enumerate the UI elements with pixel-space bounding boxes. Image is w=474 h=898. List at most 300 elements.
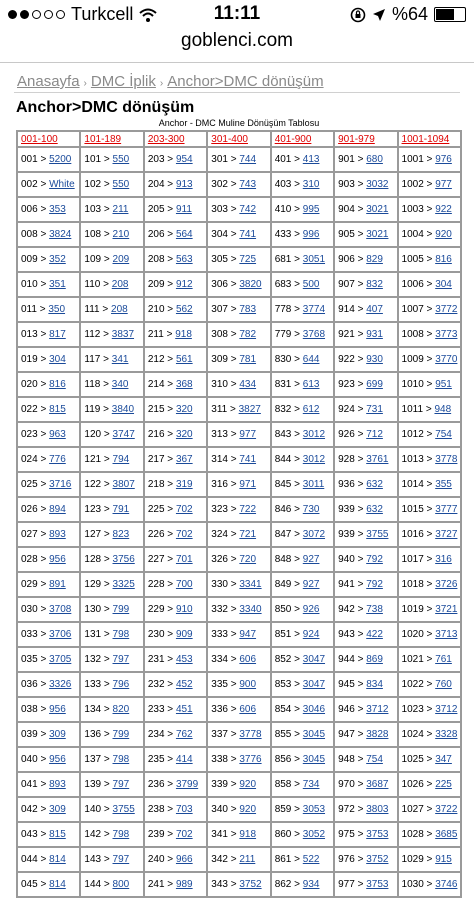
dmc-code-link[interactable]: 3712 bbox=[366, 704, 389, 715]
dmc-code-link[interactable]: 3755 bbox=[366, 529, 389, 540]
dmc-code-link[interactable]: 971 bbox=[239, 479, 257, 490]
dmc-code-link[interactable]: 407 bbox=[366, 304, 383, 315]
dmc-code-link[interactable]: 3046 bbox=[302, 704, 326, 715]
dmc-code-link[interactable]: 776 bbox=[49, 454, 66, 465]
dmc-code-link[interactable]: 720 bbox=[239, 554, 257, 565]
dmc-code-link[interactable]: 3803 bbox=[366, 804, 389, 815]
dmc-code-link[interactable]: 644 bbox=[302, 354, 320, 365]
dmc-code-link[interactable]: 564 bbox=[175, 229, 193, 240]
dmc-code-link[interactable]: 894 bbox=[49, 504, 66, 515]
dmc-code-link[interactable]: 3051 bbox=[302, 254, 326, 265]
table-cell: 942 > 738 bbox=[334, 597, 397, 622]
range-header-link[interactable]: 401-900 bbox=[271, 131, 334, 147]
dmc-code-link[interactable]: 3778 bbox=[239, 729, 262, 740]
dmc-code-link[interactable]: 995 bbox=[302, 204, 320, 215]
dmc-code-link[interactable]: 956 bbox=[49, 704, 66, 715]
dmc-code-link[interactable]: 3721 bbox=[435, 604, 458, 615]
table-cell: 1024 > 3328 bbox=[398, 722, 461, 747]
anchor-code: 862 bbox=[274, 879, 292, 890]
dmc-code-link[interactable]: 3012 bbox=[302, 454, 326, 465]
dmc-code-link[interactable]: 563 bbox=[175, 254, 193, 265]
dmc-code-link[interactable]: 910 bbox=[175, 604, 193, 615]
dmc-code-link[interactable]: 3777 bbox=[435, 504, 458, 515]
dmc-code-link[interactable]: 3045 bbox=[302, 754, 326, 765]
dmc-code-link[interactable]: 434 bbox=[239, 379, 257, 390]
anchor-code: 228 bbox=[147, 579, 165, 590]
dmc-code-link[interactable]: 920 bbox=[239, 804, 257, 815]
location-arrow-icon bbox=[372, 8, 386, 22]
dmc-code-link[interactable]: 3799 bbox=[175, 779, 199, 790]
anchor-code: 019 bbox=[21, 354, 38, 365]
dmc-code-link[interactable]: 3722 bbox=[435, 804, 458, 815]
dmc-code-link[interactable]: 3685 bbox=[435, 829, 458, 840]
anchor-code: 022 bbox=[21, 404, 38, 415]
dmc-code-link[interactable]: 744 bbox=[239, 154, 257, 165]
dmc-code-link[interactable]: 797 bbox=[112, 654, 130, 665]
dmc-code-link[interactable]: 355 bbox=[435, 479, 452, 490]
dmc-code-link[interactable]: 310 bbox=[302, 179, 320, 190]
chevron-right-icon: › bbox=[83, 78, 87, 89]
dmc-code-link[interactable]: 976 bbox=[435, 154, 452, 165]
dmc-code-link[interactable]: 829 bbox=[366, 254, 383, 265]
dmc-code-link[interactable]: 760 bbox=[435, 679, 452, 690]
dmc-code-link[interactable]: 800 bbox=[112, 879, 130, 890]
dmc-code-link[interactable]: 352 bbox=[49, 254, 66, 265]
table-cell: 137 > 798 bbox=[80, 747, 143, 772]
dmc-code-link[interactable]: 783 bbox=[239, 304, 257, 315]
anchor-code: 040 bbox=[21, 754, 38, 765]
dmc-code-link[interactable]: 797 bbox=[112, 854, 130, 865]
dmc-code-link[interactable]: 3752 bbox=[366, 854, 389, 865]
table-cell: 118 > 340 bbox=[80, 372, 143, 397]
dmc-code-link[interactable]: 734 bbox=[302, 779, 320, 790]
dmc-code-link[interactable]: 550 bbox=[112, 179, 130, 190]
table-cell: 130 > 799 bbox=[80, 597, 143, 622]
dmc-code-link[interactable]: 3827 bbox=[238, 404, 261, 415]
dmc-code-link[interactable]: 741 bbox=[239, 229, 257, 240]
dmc-code-link[interactable]: 891 bbox=[49, 579, 66, 590]
table-cell: 204 > 913 bbox=[144, 172, 207, 197]
table-cell: 310 > 434 bbox=[207, 372, 270, 397]
anchor-code: 1028 bbox=[401, 829, 424, 840]
dmc-code-link[interactable]: 3772 bbox=[435, 304, 458, 315]
dmc-code-link[interactable]: 918 bbox=[175, 329, 192, 340]
dmc-code-link[interactable]: 309 bbox=[49, 804, 66, 815]
dmc-code-link[interactable]: 3047 bbox=[302, 654, 326, 665]
dmc-code-link[interactable]: 721 bbox=[239, 529, 257, 540]
table-cell: 859 > 3053 bbox=[271, 797, 334, 822]
dmc-code-link[interactable]: 316 bbox=[435, 554, 452, 565]
anchor-code: 337 bbox=[211, 729, 228, 740]
dmc-code-link[interactable]: 3746 bbox=[435, 879, 458, 890]
dmc-code-link[interactable]: 918 bbox=[239, 829, 257, 840]
dmc-code-link[interactable]: 452 bbox=[175, 679, 193, 690]
dmc-code-link[interactable]: 926 bbox=[302, 604, 320, 615]
table-cell: 026 > 894 bbox=[17, 497, 80, 522]
table-body bbox=[17, 147, 461, 897]
dmc-code-link[interactable]: 893 bbox=[49, 779, 66, 790]
dmc-code-link[interactable]: 3687 bbox=[366, 779, 389, 790]
table-row bbox=[17, 572, 461, 597]
anchor-code: 117 bbox=[84, 354, 101, 365]
dmc-code-link[interactable]: 816 bbox=[49, 379, 66, 390]
dmc-code-link[interactable]: 208 bbox=[111, 279, 129, 290]
dmc-code-link[interactable]: 3047 bbox=[302, 679, 326, 690]
dmc-code-link[interactable]: 741 bbox=[239, 454, 257, 465]
dmc-code-link[interactable]: 738 bbox=[366, 604, 383, 615]
dmc-code-link[interactable]: 798 bbox=[112, 629, 130, 640]
dmc-code-link[interactable]: 613 bbox=[302, 379, 320, 390]
dmc-code-link[interactable]: 912 bbox=[175, 279, 193, 290]
dmc-code-link[interactable]: 680 bbox=[366, 154, 383, 165]
dmc-code-link[interactable]: 820 bbox=[112, 704, 130, 715]
table-cell: 011 > 350 bbox=[17, 297, 80, 322]
dmc-code-link[interactable]: 3755 bbox=[112, 804, 135, 815]
dmc-code-link[interactable]: 5200 bbox=[49, 154, 72, 165]
dmc-code-link[interactable]: 989 bbox=[175, 879, 193, 890]
dmc-code-link[interactable]: 966 bbox=[175, 854, 193, 865]
anchor-code: 970 bbox=[338, 779, 355, 790]
dmc-code-link[interactable]: 924 bbox=[302, 629, 320, 640]
dmc-code-link[interactable]: 791 bbox=[112, 504, 130, 515]
dmc-code-link[interactable]: 3778 bbox=[435, 454, 458, 465]
dmc-code-link[interactable]: 340 bbox=[111, 379, 129, 390]
dmc-code-link[interactable]: 799 bbox=[112, 604, 130, 615]
dmc-code-link[interactable]: 816 bbox=[435, 254, 452, 265]
anchor-code: 947 bbox=[338, 729, 355, 740]
dmc-code-link[interactable]: 3053 bbox=[302, 804, 326, 815]
anchor-code: 303 bbox=[211, 204, 228, 215]
dmc-code-link[interactable]: 3045 bbox=[302, 729, 326, 740]
table-row bbox=[17, 147, 461, 172]
dmc-code-link[interactable]: 3021 bbox=[366, 229, 389, 240]
dmc-code-link[interactable]: 797 bbox=[112, 779, 130, 790]
dmc-code-link[interactable]: 754 bbox=[366, 754, 383, 765]
dmc-code-link[interactable]: 731 bbox=[366, 404, 383, 415]
dmc-code-link[interactable]: 304 bbox=[435, 279, 452, 290]
dmc-code-link[interactable]: 3774 bbox=[302, 304, 326, 315]
dmc-code-link[interactable]: 350 bbox=[48, 304, 66, 315]
dmc-code-link[interactable]: 792 bbox=[366, 579, 383, 590]
table-cell: 1026 > 225 bbox=[398, 772, 461, 797]
anchor-code: 010 bbox=[21, 279, 38, 290]
breadcrumb-dmc-iplik-link[interactable]: DMC İplik bbox=[90, 73, 156, 90]
dmc-code-link[interactable]: White bbox=[49, 179, 75, 190]
table-cell: 208 > 563 bbox=[144, 247, 207, 272]
dmc-code-link[interactable]: 815 bbox=[49, 829, 66, 840]
dmc-code-link[interactable]: 612 bbox=[302, 404, 320, 415]
dmc-code-link[interactable]: 823 bbox=[112, 529, 130, 540]
dmc-code-link[interactable]: 951 bbox=[435, 379, 452, 390]
dmc-code-link[interactable]: 209 bbox=[112, 254, 130, 265]
anchor-code: 855 bbox=[274, 729, 292, 740]
dmc-code-link[interactable]: 3326 bbox=[49, 679, 72, 690]
dmc-code-link[interactable]: 909 bbox=[175, 629, 193, 640]
dmc-code-link[interactable]: 319 bbox=[175, 479, 193, 490]
anchor-code: 215 bbox=[147, 404, 165, 415]
dmc-code-link[interactable]: 792 bbox=[366, 554, 383, 565]
anchor-code: 205 bbox=[147, 204, 165, 215]
dmc-code-link[interactable]: 3328 bbox=[435, 729, 458, 740]
anchor-code: 944 bbox=[338, 654, 355, 665]
anchor-code: 324 bbox=[211, 529, 228, 540]
dmc-code-link[interactable]: 869 bbox=[366, 654, 383, 665]
range-header-link[interactable]: 001-100 bbox=[17, 131, 80, 147]
anchor-code: 939 bbox=[338, 504, 355, 515]
dmc-code-link[interactable]: 606 bbox=[239, 704, 257, 715]
dmc-code-link[interactable]: 954 bbox=[175, 154, 193, 165]
dmc-code-link[interactable]: 3776 bbox=[239, 754, 262, 765]
dmc-code-link[interactable]: 3756 bbox=[112, 554, 135, 565]
dmc-code-link[interactable]: 3761 bbox=[366, 454, 389, 465]
dmc-code-link[interactable]: 304 bbox=[49, 354, 66, 365]
dmc-code-link[interactable]: 703 bbox=[175, 804, 193, 815]
anchor-code: 334 bbox=[211, 654, 228, 665]
dmc-code-link[interactable]: 762 bbox=[175, 729, 193, 740]
anchor-code: 936 bbox=[338, 479, 355, 490]
anchor-code: 235 bbox=[147, 754, 165, 765]
anchor-code: 401 bbox=[274, 154, 292, 165]
dmc-code-link[interactable]: 700 bbox=[175, 579, 193, 590]
dmc-code-link[interactable]: 3706 bbox=[49, 629, 72, 640]
dmc-code-link[interactable]: 351 bbox=[49, 279, 66, 290]
dmc-code-link[interactable]: 562 bbox=[175, 304, 193, 315]
dmc-code-link[interactable]: 3824 bbox=[49, 229, 72, 240]
rotation-lock-icon bbox=[350, 7, 366, 23]
dmc-code-link[interactable]: 3708 bbox=[49, 604, 72, 615]
anchor-code: 044 bbox=[21, 854, 38, 865]
dmc-code-link[interactable]: 832 bbox=[366, 279, 383, 290]
table-row bbox=[17, 397, 461, 422]
anchor-code: 216 bbox=[147, 429, 165, 440]
anchor-code: 943 bbox=[338, 629, 355, 640]
dmc-code-link[interactable]: 930 bbox=[366, 354, 383, 365]
dmc-code-link[interactable]: 211 bbox=[112, 204, 129, 215]
dmc-code-link[interactable]: 368 bbox=[175, 379, 193, 390]
dmc-code-link[interactable]: 3052 bbox=[302, 829, 326, 840]
dmc-code-link[interactable]: 934 bbox=[302, 879, 320, 890]
dmc-code-link[interactable]: 3011 bbox=[302, 479, 325, 490]
dmc-code-link[interactable]: 922 bbox=[435, 204, 452, 215]
anchor-code: 1030 bbox=[401, 879, 424, 890]
anchor-code: 859 bbox=[274, 804, 292, 815]
dmc-code-link[interactable]: 948 bbox=[434, 404, 452, 415]
dmc-code-link[interactable]: 730 bbox=[302, 504, 320, 515]
dmc-code-link[interactable]: 3727 bbox=[435, 529, 458, 540]
table-cell: 127 > 823 bbox=[80, 522, 143, 547]
dmc-code-link[interactable]: 3753 bbox=[366, 829, 389, 840]
dmc-code-link[interactable]: 796 bbox=[112, 679, 130, 690]
table-cell: 926 > 712 bbox=[334, 422, 397, 447]
anchor-code: 131 bbox=[84, 629, 102, 640]
dmc-code-link[interactable]: 798 bbox=[112, 754, 130, 765]
dmc-code-link[interactable]: 702 bbox=[175, 529, 193, 540]
dmc-code-link[interactable]: 550 bbox=[112, 154, 130, 165]
table-cell: 334 > 606 bbox=[207, 647, 270, 672]
anchor-code: 1017 bbox=[401, 554, 424, 565]
dmc-code-link[interactable]: 947 bbox=[239, 629, 257, 640]
range-header-link[interactable]: 1001-1094 bbox=[398, 131, 461, 147]
url-divider bbox=[0, 62, 474, 63]
dmc-code-link[interactable]: 3840 bbox=[111, 404, 135, 415]
dmc-code-link[interactable]: 815 bbox=[49, 404, 66, 415]
table-cell: 403 > 310 bbox=[271, 172, 334, 197]
table-cell: 335 > 900 bbox=[207, 672, 270, 697]
dmc-code-link[interactable]: 900 bbox=[239, 679, 257, 690]
dmc-code-link[interactable]: 632 bbox=[366, 479, 383, 490]
dmc-code-link[interactable]: 210 bbox=[112, 229, 130, 240]
dmc-code-link[interactable]: 927 bbox=[302, 579, 320, 590]
range-header-link[interactable]: 901-979 bbox=[334, 131, 397, 147]
anchor-code: 975 bbox=[338, 829, 355, 840]
dmc-code-link[interactable]: 413 bbox=[302, 154, 320, 165]
table-cell: 401 > 413 bbox=[271, 147, 334, 172]
dmc-code-link[interactable]: 522 bbox=[302, 854, 320, 865]
dmc-code-link[interactable]: 781 bbox=[239, 354, 257, 365]
dmc-code-link[interactable]: 3712 bbox=[435, 704, 458, 715]
dmc-code-link[interactable]: 3773 bbox=[435, 329, 458, 340]
dmc-code-link[interactable]: 911 bbox=[175, 204, 192, 215]
dmc-code-link[interactable]: 3032 bbox=[366, 179, 389, 190]
dmc-code-link[interactable]: 353 bbox=[49, 204, 66, 215]
dmc-code-link[interactable]: 3021 bbox=[366, 204, 389, 215]
dmc-code-link[interactable]: 632 bbox=[366, 504, 383, 515]
table-cell: 302 > 743 bbox=[207, 172, 270, 197]
dmc-code-link[interactable]: 3341 bbox=[239, 579, 262, 590]
table-cell: 030 > 3708 bbox=[17, 597, 80, 622]
dmc-code-link[interactable]: 754 bbox=[435, 429, 452, 440]
dmc-code-link[interactable]: 500 bbox=[302, 279, 320, 290]
dmc-code-link[interactable]: 3768 bbox=[302, 329, 326, 340]
dmc-code-link[interactable]: 225 bbox=[435, 779, 452, 790]
dmc-code-link[interactable]: 367 bbox=[175, 454, 193, 465]
dmc-code-link[interactable]: 920 bbox=[239, 779, 257, 790]
dmc-code-link[interactable]: 3713 bbox=[435, 629, 458, 640]
dmc-code-link[interactable]: 606 bbox=[239, 654, 257, 665]
dmc-code-link[interactable]: 956 bbox=[49, 554, 66, 565]
anchor-code: 217 bbox=[147, 454, 165, 465]
dmc-code-link[interactable]: 347 bbox=[435, 754, 452, 765]
dmc-code-link[interactable]: 817 bbox=[49, 329, 66, 340]
table-cell: 314 > 741 bbox=[207, 447, 270, 472]
anchor-code: 008 bbox=[21, 229, 38, 240]
dmc-code-link[interactable]: 702 bbox=[175, 829, 193, 840]
dmc-code-link[interactable]: 701 bbox=[175, 554, 193, 565]
dmc-code-link[interactable]: 3716 bbox=[49, 479, 72, 490]
dmc-code-link[interactable]: 743 bbox=[239, 179, 257, 190]
dmc-code-link[interactable]: 798 bbox=[112, 829, 130, 840]
dmc-code-link[interactable]: 799 bbox=[112, 729, 130, 740]
dmc-code-link[interactable]: 561 bbox=[175, 354, 193, 365]
anchor-code: 333 bbox=[211, 629, 228, 640]
dmc-code-link[interactable]: 3828 bbox=[366, 729, 389, 740]
dmc-code-link[interactable]: 3753 bbox=[366, 879, 389, 890]
table-cell: 142 > 798 bbox=[80, 822, 143, 847]
table-cell: 121 > 794 bbox=[80, 447, 143, 472]
dmc-code-link[interactable]: 451 bbox=[175, 704, 193, 715]
dmc-code-link[interactable]: 814 bbox=[49, 879, 66, 890]
anchor-code: 683 bbox=[274, 279, 292, 290]
table-cell: 845 > 3011 bbox=[271, 472, 334, 497]
dmc-code-link[interactable]: 3747 bbox=[112, 429, 135, 440]
dmc-code-link[interactable]: 3820 bbox=[239, 279, 262, 290]
dmc-code-link[interactable]: 309 bbox=[49, 729, 66, 740]
breadcrumb-current[interactable]: Anchor>DMC dönüşüm bbox=[167, 73, 324, 90]
dmc-code-link[interactable]: 208 bbox=[111, 304, 128, 315]
dmc-code-link[interactable]: 782 bbox=[239, 329, 257, 340]
dmc-code-link[interactable]: 927 bbox=[302, 554, 320, 565]
dmc-code-link[interactable]: 722 bbox=[239, 504, 257, 515]
dmc-code-link[interactable]: 3726 bbox=[435, 579, 458, 590]
dmc-code-link[interactable]: 320 bbox=[175, 404, 193, 415]
dmc-code-link[interactable]: 3770 bbox=[435, 354, 458, 365]
table-cell: 308 > 782 bbox=[207, 322, 270, 347]
dmc-code-link[interactable]: 794 bbox=[112, 454, 130, 465]
anchor-code: 121 bbox=[84, 454, 102, 465]
anchor-code: 026 bbox=[21, 504, 38, 515]
range-header-link[interactable]: 101-189 bbox=[80, 131, 143, 147]
breadcrumb-home-link[interactable]: Anasayfa bbox=[17, 73, 80, 90]
dmc-code-link[interactable]: 320 bbox=[175, 429, 193, 440]
anchor-code: 229 bbox=[147, 604, 165, 615]
dmc-code-link[interactable]: 3752 bbox=[239, 879, 262, 890]
dmc-code-link[interactable]: 3072 bbox=[302, 529, 326, 540]
dmc-code-link[interactable]: 931 bbox=[366, 329, 383, 340]
dmc-code-link[interactable]: 977 bbox=[435, 179, 452, 190]
dmc-code-link[interactable]: 996 bbox=[302, 229, 320, 240]
dmc-code-link[interactable]: 341 bbox=[111, 354, 129, 365]
dmc-code-link[interactable]: 3807 bbox=[112, 479, 135, 490]
dmc-code-link[interactable]: 956 bbox=[49, 754, 66, 765]
dmc-code-link[interactable]: 414 bbox=[175, 754, 193, 765]
dmc-code-link[interactable]: 453 bbox=[175, 654, 193, 665]
dmc-code-link[interactable]: 3340 bbox=[239, 604, 262, 615]
anchor-code: 832 bbox=[274, 404, 292, 415]
dmc-code-link[interactable]: 977 bbox=[239, 429, 257, 440]
dmc-code-link[interactable]: 814 bbox=[49, 854, 66, 865]
dmc-code-link[interactable]: 3012 bbox=[302, 429, 326, 440]
dmc-code-link[interactable]: 712 bbox=[366, 429, 383, 440]
dmc-code-link[interactable]: 920 bbox=[435, 229, 452, 240]
table-cell: 102 > 550 bbox=[80, 172, 143, 197]
table-cell: 039 > 309 bbox=[17, 722, 80, 747]
table-cell: 1027 > 3722 bbox=[398, 797, 461, 822]
dmc-code-link[interactable]: 963 bbox=[49, 429, 66, 440]
dmc-code-link[interactable]: 742 bbox=[239, 204, 257, 215]
dmc-code-link[interactable]: 422 bbox=[366, 629, 383, 640]
table-row bbox=[17, 547, 461, 572]
table-cell: 945 > 834 bbox=[334, 672, 397, 697]
dmc-code-link[interactable]: 725 bbox=[239, 254, 257, 265]
range-header-link[interactable]: 203-300 bbox=[144, 131, 207, 147]
anchor-code: 904 bbox=[338, 204, 355, 215]
dmc-code-link[interactable]: 699 bbox=[366, 379, 383, 390]
dmc-code-link[interactable]: 3837 bbox=[111, 329, 135, 340]
dmc-code-link[interactable]: 761 bbox=[435, 654, 452, 665]
anchor-code: 681 bbox=[274, 254, 292, 265]
url-bar[interactable]: goblenci.com bbox=[181, 30, 293, 51]
dmc-code-link[interactable]: 893 bbox=[49, 529, 66, 540]
dmc-code-link[interactable]: 915 bbox=[435, 854, 452, 865]
range-header-link[interactable]: 301-400 bbox=[207, 131, 270, 147]
dmc-code-link[interactable]: 211 bbox=[239, 854, 256, 865]
dmc-code-link[interactable]: 3705 bbox=[49, 654, 72, 665]
dmc-code-link[interactable]: 3325 bbox=[112, 579, 135, 590]
anchor-code: 218 bbox=[147, 479, 165, 490]
dmc-code-link[interactable]: 913 bbox=[175, 179, 193, 190]
dmc-code-link[interactable]: 702 bbox=[175, 504, 193, 515]
dmc-code-link[interactable]: 834 bbox=[366, 679, 383, 690]
